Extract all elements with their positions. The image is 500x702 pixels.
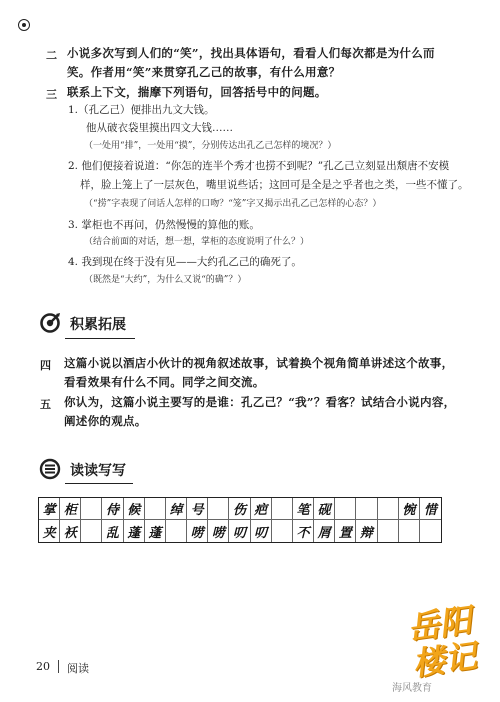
grid-cell [399,520,420,542]
question-number: 五 [40,398,51,411]
grid-cell: 叨 [251,520,272,542]
grid-cell: 置 [335,520,356,542]
sub-item-hint: （一处用“排”，一处用“摸”，分别传达出孔乙己怎样的境况？） [84,141,337,151]
question-text: 这篇小说以酒店小伙计的视角叙述故事，试着换个视角简单讲述这个故事，看看效果有什么不同。同学之间交流。 [64,356,454,389]
grid-cell: 唠 [187,520,208,542]
grid-cell: 柜 [60,498,81,520]
grid-cell: 叨 [229,520,250,542]
watermark-source: 海风教育 [392,683,432,694]
grid-cell [272,498,293,520]
question-text: 联系上下文，揣摩下列语句，回答括号中的问题。 [67,85,327,99]
grid-cell: 疤 [251,498,272,520]
sub-item-line: 他从破衣袋里摸出四文大钱…… [86,122,233,134]
question-text: 小说多次写到人们的“笑”，找出具体语句，看看人们每次都是为什么而笑。作者用“笑”来贯穿孔乙己的故事，有什么用意？ [67,46,435,79]
footer-section-label: 阅读 [67,662,89,675]
writing-grid [38,497,442,543]
grid-cell [145,498,166,520]
grid-cell: 辩 [356,520,377,542]
sub-item-hint: （既然是“大约”，为什么又说“的确”？） [84,275,247,285]
grid-cell [81,520,102,542]
read-write-section-icon [39,458,61,480]
grid-cell: 候 [124,498,145,520]
grid-cell: 号 [187,498,208,520]
section-title: 读读写写 [70,463,126,479]
grid-cell [166,520,187,542]
question-number: 二 [46,49,57,62]
sub-item-line: 1.（孔乙己）便排出九文大钱。 [68,104,215,116]
grid-cell [81,498,102,520]
question-text: 你认为，这篇小说主要写的是谁：孔乙己？“我”？看客？试结合小说内容，阐述你的观点。 [64,395,456,428]
watermark-logo: 岳阳楼记 [405,600,479,684]
grid-cell [420,520,441,542]
grid-cell: 不 [293,520,314,542]
grid-cell [208,498,229,520]
grid-cell [356,498,377,520]
grid-cell [272,520,293,542]
grid-cell: 伤 [229,498,250,520]
question-number: 三 [46,88,57,101]
grid-cell: 夹 [39,520,60,542]
sub-item-line: 3. 掌柜也不再问，仍然慢慢的算他的账。 [68,219,260,231]
grid-cell: 掌 [39,498,60,520]
grid-cell [378,498,399,520]
grid-cell [335,498,356,520]
grid-cell: 笔 [293,498,314,520]
expand-section-icon [39,312,61,334]
grid-cell: 唠 [208,520,229,542]
section-underline [65,483,133,484]
sub-item-line: 2. 他们便接着说道：“你怎的连半个秀才也捞不到呢？”孔乙己立刻显出颓唐不安模 [68,160,450,172]
grid-cell: 侍 [102,498,123,520]
grid-cell: 乱 [102,520,123,542]
page-number: 20 [36,660,50,673]
grid-cell: 惜 [420,498,441,520]
sub-item-hint: （“捞”字表现了问话人怎样的口吻？“笼”字又揭示出孔乙己怎样的心态？） [84,199,382,209]
question-number: 四 [40,359,51,372]
section-title: 积累拓展 [70,317,126,333]
page-corner-icon [18,19,30,31]
grid-cell [378,520,399,542]
grid-cell: 惋 [399,498,420,520]
grid-cell: 蓬 [145,520,166,542]
grid-cell: 袄 [60,520,81,542]
sub-item-hint: （结合前面的对话，想一想，掌柜的态度说明了什么？） [84,237,310,247]
sub-item-line: 样，脸上笼上了一层灰色，嘴里说些话；这回可是全是之乎者也之类，一些不懂了。 [80,179,469,191]
footer-divider [58,660,59,673]
sub-item-line: 4. 我到现在终于没有见——大约孔乙己的确死了。 [68,256,302,268]
grid-cell: 屑 [314,520,335,542]
grid-cell: 砚 [314,498,335,520]
section-underline [65,338,135,339]
grid-cell: 绰 [166,498,187,520]
grid-cell: 蓬 [124,520,145,542]
